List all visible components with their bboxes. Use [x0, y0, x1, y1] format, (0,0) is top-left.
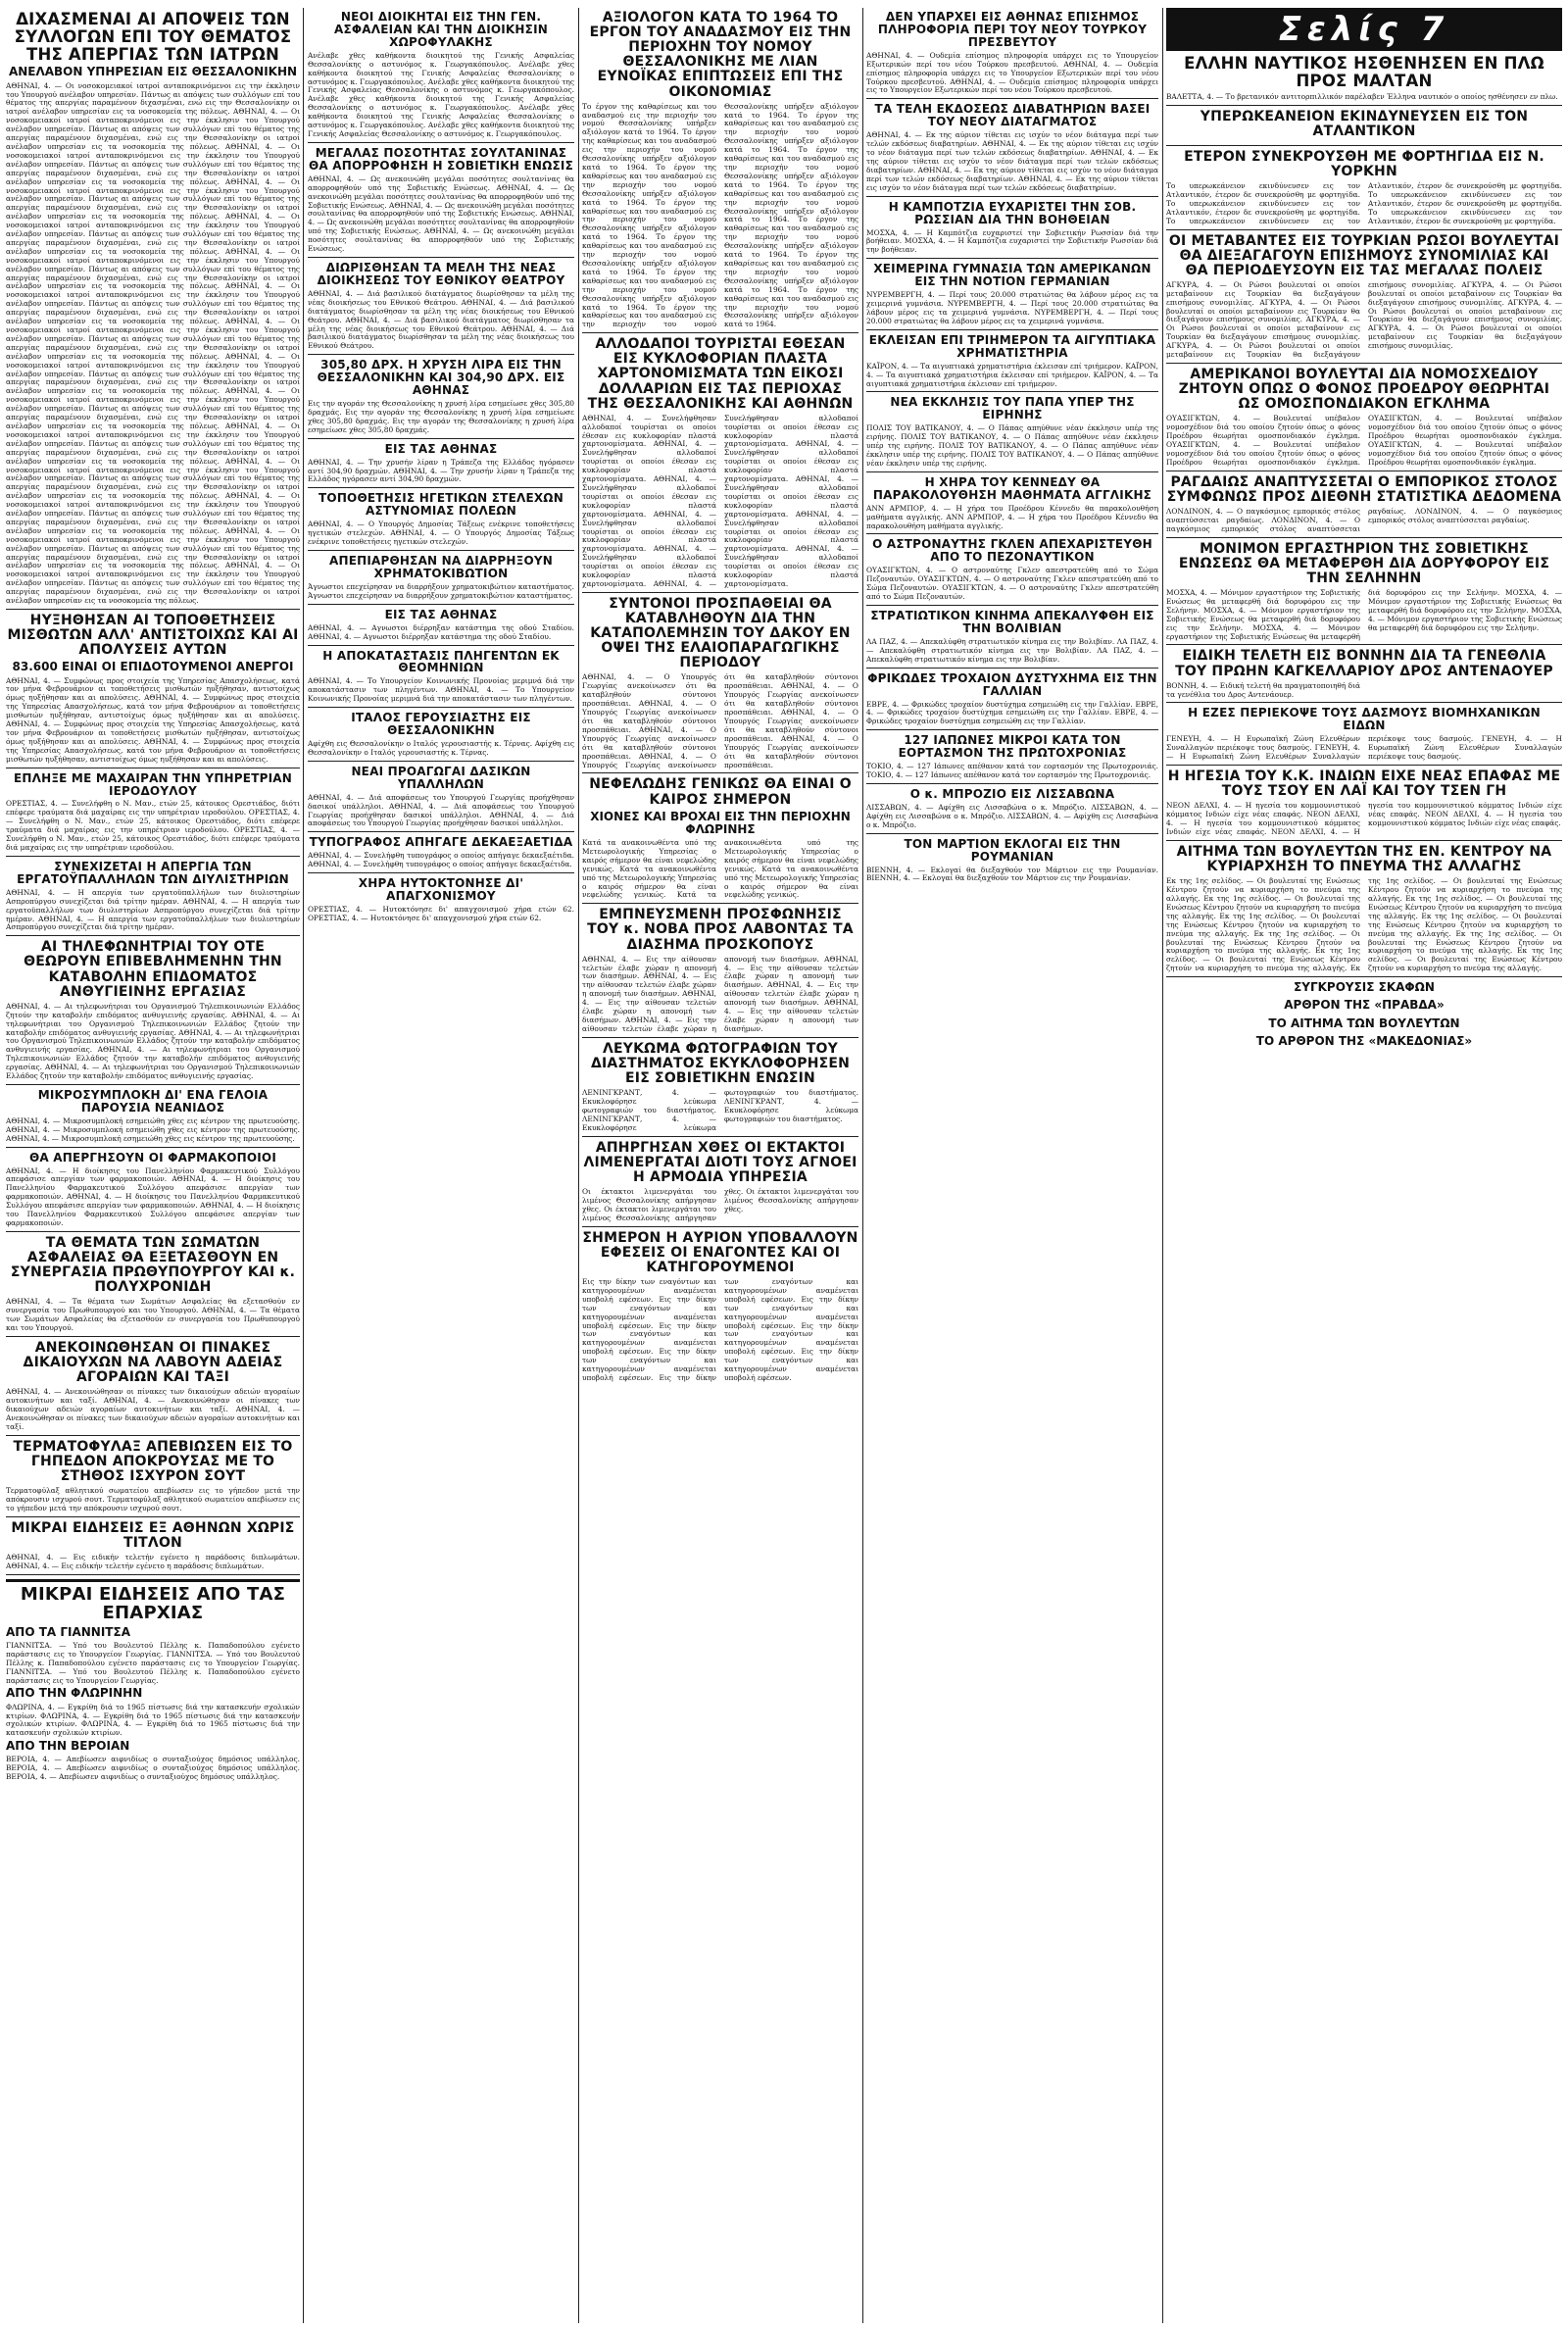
article — [1166, 649, 1562, 703]
article-subheadline: ΧΙΟΝΕΣ ΚΑΙ ΒΡΟΧΑΙ ΕΙΣ ΤΗΝ ΠΕΡΙΟΧΗΝ ΦΛΩΡΙΝΗΣ — [590, 809, 851, 836]
article-headline: ΑΙΤΗΜΑ ΤΩΝ ΒΟΥΛΕΥΤΩΝ ΤΗΣ ΕΝ. ΚΕΝΤΡΟΥ ΝΑ ΚΥΡΙΑΡΧΗΣΗ ΤΟ ΠΝΕΥΜΑ ΤΗΣ ΑΛΛΑΓΗΣ — [1176, 843, 1552, 875]
column-rule — [862, 8, 863, 2323]
article — [866, 788, 1158, 834]
article — [866, 103, 1158, 196]
article-headline: Η ΑΠΟΚΑΤΑΣΤΑΣΙΣ ΠΛΗΓΕΝΤΩΝ ΕΚ ΘΕΟΜΗΝΙΩΝ — [322, 648, 560, 675]
article-body: Το έργον της καθαρίσεως και του αναδασμού εις την περιοχήν του νομού Θεσσαλονίκης υπήρξεν αξιόλογον κατά το 1964. Το έργον της καθαρίσεως και του αναδασμού εις την περιοχήν του νομού Θεσσαλονίκης υπήρξεν αξιόλογον κατά το 1964. Το έργον της καθαρίσεως και του αναδασμού εις την περιοχήν του νομού Θεσσαλονίκης υπήρξεν αξιόλογον κατά το 1964. Το έργον της καθαρίσεως και του αναδασμού εις την περιοχήν του νομού Θεσσαλονίκης υπήρξεν αξιόλογον κατά το 1964. Το έργον της καθαρίσεως και του αναδασμού εις την περιοχήν του νομού Θεσσαλονίκης υπήρξεν αξιόλογον κατά το 1964. Το έργον της καθαρίσεως και του αναδασμού εις την περιοχήν του νομού Θεσσαλονίκης υπήρξεν αξιόλογον κατά το 1964. Το έργον της καθαρίσεως και του αναδασμού εις την περιοχήν του νομού Θεσσαλονίκης υπήρξεν αξιόλογον κατά το 1964. Το έργον της καθαρίσεως και του αναδασμού εις την περιοχήν του νομού Θεσσαλονίκης υπήρξεν αξιόλογον κατά το 1964. Το έργον της καθαρίσεως και του αναδασμού εις την περιοχήν του νομού Θεσσαλονίκης υπήρξεν αξιόλογον κατά το 1964. Το έργον της καθαρίσεως και του αναδασμού εις την περιοχήν του νομού Θεσσαλονίκης υπήρξεν αξιόλογον κατά το 1964. Το έργον της καθαρίσεως και του αναδασμού εις την περιοχήν του νομού Θεσσαλονίκης υπήρξεν αξιόλογον κατά το 1964. Το έργον της καθαρίσεως και του αναδασμού εις την περιοχήν του νομού Θεσσαλονίκης υπήρξεν αξιόλογον κατά το 1964. Το έργον της καθαρίσεως και του αναδασμού εις την περιοχήν του νομού Θεσσαλονίκης υπήρξεν αξιόλογον κατά το 1964. — [582, 101, 858, 329]
article — [866, 334, 1158, 393]
article-body: ΑΘΗΝΑΙ, 4. — Συνελήφθη τυπογράφος ο οποίος απήγαγε δεκαεξαέτιδα. ΑΘΗΝΑΙ, 4. — Συνελήφθη τυπογράφος ο οποίος απήγαγε δεκαεξαέτιδα. — [308, 851, 574, 869]
page-masthead — [1166, 8, 1562, 51]
column-2 — [308, 8, 574, 2323]
article-body: ΑΘΗΝΑΙ, 4. — Μικροσυμπλοκή εσημειώθη χθες εις κέντρον της πρωτευούσης. ΑΘΗΝΑΙ, 4. — Μικροσυμπλοκή εσημειώθη χθες εις κέντρον της πρωτευούσης. ΑΘΗΝΑΙ, 4. — Μικροσυμπλοκή εσημειώθη χθες εις κέντρον της πρωτευούσης. — [6, 1115, 300, 1143]
article-headline: ΤΑ ΘΕΜΑΤΑ ΤΩΝ ΣΩΜΑΤΩΝ ΑΣΦΑΛΕΙΑΣ ΘΑ ΕΞΕΤΑΣΘΟΥΝ ΕΝ ΣΥΝΕΡΓΑΣΙΑ ΠΡΩΘΥΠΟΥΡΓΟΥ ΚΑΙ κ. ΠΟΛΥΧΡΟΝΙΔΗ — [10, 1234, 296, 1296]
article-headline: ΦΡΙΚΩΔΕΣ ΤΡΟΧΑΙΟΝ ΔΥΣΤΥΧΗΜΑ ΕΙΣ ΤΗΝ ΓΑΛΛΙΑΝ — [867, 670, 1157, 698]
page-number-label: Σελίς 7 — [1278, 10, 1450, 49]
article — [308, 492, 574, 551]
article-body: ΑΘΗΝΑΙ, 4. — Ουδεμία επίσημος πληροφορία υπάρχει εις το Υπουργείον Εξωτερικών περί του νέου Τούρκου πρεσβευτού. ΑΘΗΝΑΙ, 4. — Ουδεμία επίσημος πληροφορία υπάρχει εις το Υπουργείον Εξωτερικών περί του νέου Τούρκου πρεσβευτού. ΑΘΗΝΑΙ, 4. — Ουδεμία επίσημος πληροφορία υπάρχει εις το Υπουργείον Εξωτερικών περί του νέου Τούρκου πρεσβευτού. — [866, 50, 1158, 95]
article — [308, 11, 574, 143]
article-body: Εις την δίκην των εναγόντων και κατηγορουμένων αναμένεται υποβολή εφέσεων. Εις την δίκην των εναγόντων και κατηγορουμένων αναμένεται υποβολή εφέσεων. Εις την δίκην των εναγόντων και κατηγορουμένων αναμένεται υποβολή εφέσεων. Εις την δίκην των εναγόντων και κατηγορουμένων αναμένεται υποβολή εφέσεων. Εις την δίκην των εναγόντων και κατηγορουμένων αναμένεται υποβολή εφέσεων. Εις την δίκην των εναγόντων και κατηγορουμένων αναμένεται υποβολή εφέσεων. Εις την δίκην των εναγόντων και κατηγορουμένων αναμένεται υποβολή εφέσεων. Εις την δίκην των εναγόντων και κατηγορουμένων αναμένεται υποβολή εφέσεων. — [582, 1276, 858, 1382]
article — [308, 555, 574, 605]
article — [866, 263, 1158, 330]
article-body: ΑΘΗΝΑΙ, 4. — Διά αποφάσεως του Υπουργού Γεωργίας προήχθησαν δασικοί υπάλληλοι. ΑΘΗΝΑΙ, 4. — Διά αποφάσεως του Υπουργού Γεωργίας προήχθησαν δασικοί υπάλληλοι. ΑΘΗΝΑΙ, 4. — Διά αποφάσεως του Υπουργού Γεωργίας προήχθησαν δασικοί υπάλληλοι. — [308, 792, 574, 828]
article-body: ΓΕΝΕΥΗ, 4. — Η Ευρωπαϊκή Ζώνη Ελευθέρων Συναλλαγών περιέκοψε τους δασμούς. ΓΕΝΕΥΗ, 4. — Η Ευρωπαϊκή Ζώνη Ελευθέρων Συναλλαγών περιέκοψε τους δασμούς. ΓΕΝΕΥΗ, 4. — Η Ευρωπαϊκή Ζώνη Ελευθέρων Συναλλαγών περιέκοψε τους δασμούς. — [1166, 734, 1562, 762]
article-body: Τερματοφύλαξ αθλητικού σωματείου απεβίωσεν εις το γήπεδον μετά την απόκρουσιν ισχυρού σουτ. Τερματοφύλαξ αθλητικού σωματείου απεβίωσεν εις το γήπεδον μετά την απόκρουσιν ισχυρού σουτ. — [6, 1486, 300, 1512]
article-headline: ΕΚΛΕΙΣΑΝ ΕΠΙ ΤΡΙΗΜΕΡΟΝ ΤΑ ΑΙΓΥΠΤΙΑΚΑ ΧΡΗΜΑΤΙΣΤΗΡΙΑ — [868, 332, 1156, 360]
article — [582, 1042, 858, 1137]
article-headline: Η ΗΓΕΣΙΑ ΤΟΥ Κ.Κ. ΙΝΔΙΩΝ ΕΙΧΕ ΝΕΑΣ ΕΠΑΦΑΣ ΜΕ ΤΟΥΣ ΤΣΟΥ ΕΝ ΛΑΪ ΚΑΙ ΤΟΥ ΤΣΕΝ ΓΗ — [1167, 768, 1561, 800]
article-headline: ΑΙ ΤΗΛΕΦΩΝΗΤΡΙΑΙ ΤΟΥ ΟΤΕ ΘΕΩΡΟΥΝ ΕΠΙΒΕΒΛΗΜΕΝΗΝ ΤΗΝ ΚΑΤΑΒΟΛΗΝ ΕΠΙΔΟΜΑΤΟΣ ΑΝΘΥΓΙΕΙΝΗΣ ΕΡΓΑΣΙΑΣ — [24, 939, 282, 1000]
article — [866, 476, 1158, 535]
article — [6, 1089, 300, 1148]
column-4 — [866, 8, 1158, 2323]
provincial-news-title: ΜΙΚΡΑΙ ΕΙΔΗΣΕΙΣ ΑΠΟ ΤΑΣ ΕΠΑΡΧΙΑΣ — [20, 1583, 286, 1624]
provincial-news-subhead: ΑΠΟ ΤΗΝ ΒΕΡΟΙΑΝ — [6, 1739, 130, 1754]
article — [308, 262, 574, 355]
article-headline: ΝΕΟΙ ΔΙΟΙΚΗΤΑΙ ΕΙΣ ΤΗΝ ΓΕΝ. ΑΣΦΑΛΕΙΑΝ ΚΑΙ ΤΗΝ ΔΙΟΙΚΗΣΙΝ ΧΩΡΟΦΥΛΑΚΗΣ — [334, 10, 548, 49]
article-headline: ΑΛΛΟΔΑΠΟΙ ΤΟΥΡΙΣΤΑΙ ΕΘΕΣΑΝ ΕΙΣ ΚΥΚΛΟΦΟΡΙΑΝ ΠΛΑΣΤΑ ΧΑΡΤΟΝΟΜΙΣΜΑΤΑ ΤΩΝ ΕΙΚΟΣΙ ΔΟΛΛΑΡΙΩΝ ΕΙΣ ΤΑΣ ΠΕΡΙΟΧΑΣ ΤΗΣ ΘΕΣΣΑΛΟΝΙΚΗΣ ΚΑΙ ΑΘΗΝΩΝ — [587, 336, 854, 412]
article-headline: Η ΕΖΕΣ ΠΕΡΙΕΚΟΨΕ ΤΟΥΣ ΔΑΣΜΟΥΣ ΒΙΟΜΗΧΑΝΙΚΩΝ ΕΙΔΩΝ — [1188, 706, 1541, 733]
article-headline: ΜΙΚΡΟΣΥΜΠΛΟΚΗ ΔΙ' ΕΝΑ ΓΕΛΟΙΑ ΠΑΡΟΥΣΙΑ ΝΕΑΝΙΔΟΣ — [37, 1087, 269, 1115]
article-headline: ΙΤΑΛΟΣ ΓΕΡΟΥΣΙΑΣΤΗΣ ΕΙΣ ΘΕΣΣΑΛΟΝΙΚΗΝ — [351, 711, 531, 738]
article-body: Κατά τα ανακοινωθέντα υπό της Μετεωρολογικής Υπηρεσίας ο καιρός σήμερον θα είναι νεφελώδης γενικώς. Κατά τα ανακοινωθέντα υπό της Μετεωρολογικής Υπηρεσίας ο καιρός σήμερον θα είναι νεφελώδης γενικώς. Κατά τα ανακοινωθέντα υπό της Μετεωρολογικής Υπηρεσίας ο καιρός σήμερον θα είναι νεφελώδης γενικώς. Κατά τα ανακοινωθέντα υπό της Μετεωρολογικής Υπηρεσίας ο καιρός σήμερον θα είναι νεφελώδης γενικώς. — [582, 838, 858, 900]
article — [308, 766, 574, 833]
article-body: ΛΑ ΠΑΖ, 4. — Απεκαλύφθη στρατιωτικόν κίνημα εις την Βολιβίαν. ΛΑ ΠΑΖ, 4. — Απεκαλύφθη στρατιωτικόν κίνημα εις την Βολιβίαν. ΛΑ ΠΑΖ, 4. — Απεκαλύφθη στρατιωτικόν κίνημα εις την Βολιβίαν. — [866, 636, 1158, 664]
article — [308, 712, 574, 762]
article-headline: ΝΕΦΕΛΩΔΗΣ ΓΕΝΙΚΩΣ ΘΑ ΕΙΝΑΙ Ο ΚΑΙΡΟΣ ΣΗΜΕΡΟΝ — [589, 776, 852, 808]
article-body: ΟΡΕΣΤΙΑΣ, 4. — Ηυτοκτόνησε δι' απαγχονισμού χήρα ετών 62. ΟΡΕΣΤΙΑΣ, 4. — Ηυτοκτόνησε δι' απαγχονισμού χήρα ετών 62. — [308, 905, 574, 922]
article-headline: ΤΑ ΤΕΛΗ ΕΚΔΟΣΕΩΣ ΔΙΑΒΑΤΗΡΙΩΝ ΒΑΣΕΙ ΤΟΥ ΝΕΟΥ ΔΙΑΤΑΓΜΑΤΟΣ — [874, 102, 1151, 129]
article-headline: ΔΙΧΑΣΜΕΝΑΙ ΑΙ ΑΠΟΨΕΙΣ ΤΩΝ ΣΥΛΛΟΓΩΝ ΕΠΙ ΤΟΥ ΘΕΜΑΤΟΣ ΤΗΣ ΑΠΕΡΓΙΑΣ ΤΩΝ ΙΑΤΡΩΝ — [14, 10, 292, 64]
article-body: ΟΥΑΣΙΓΚΤΩΝ, 4. — Βουλευταί υπέβαλον νομοσχέδιον διά του οποίου ζητούν όπως ο φόνος Προέδρου θεωρήται ομοσπονδιακόν έγκλημα. ΟΥΑΣΙΓΚΤΩΝ, 4. — Βουλευταί υπέβαλον νομοσχέδιον διά του οποίου ζητούν όπως ο φόνος Προέδρου θεωρήται ομοσπονδιακόν έγκλημα. ΟΥΑΣΙΓΚΤΩΝ, 4. — Βουλευταί υπέβαλον νομοσχέδιον διά του οποίου ζητούν όπως ο φόνος Προέδρου θεωρήται ομοσπονδιακόν έγκλημα. ΟΥΑΣΙΓΚΤΩΝ, 4. — Βουλευταί υπέβαλον νομοσχέδιον διά του οποίου ζητούν όπως ο φόνος Προέδρου θεωρήται ομοσπονδιακόν έγκλημα. — [1166, 414, 1562, 467]
article-body: Οι έκτακτοι λιμενεργάται του λιμένος Θεσσαλονίκης απήργησαν χθες. Οι έκτακτοι λιμενεργάται του λιμένος Θεσσαλονίκης απήργησαν χθες. Οι έκτακτοι λιμενεργάται του λιμένος Θεσσαλονίκης απήργησαν χθες. — [582, 1187, 858, 1222]
article-subheadline: ΑΝΕΛΑΒΟΝ ΥΠΗΡΕΣΙΑΝ ΕΙΣ ΘΕΣΣΑΛΟΝΙΚΗΝ — [8, 65, 298, 79]
article-headline: ΤΥΠΟΓΡΑΦΟΣ ΑΠΗΓΑΓΕ ΔΕΚΑΕΞΑΕΤΙΔΑ — [309, 835, 573, 850]
article-headline: ΟΙ ΜΕΤΑΒΑΝΤΕΣ ΕΙΣ ΤΟΥΡΚΙΑΝ ΡΩΣΟΙ ΒΟΥΛΕΥΤΑΙ ΘΑ ΔΙΕΞΑΓΑΓΟΥΝ ΕΠΙΣΗΜΟΥΣ ΣΥΝΟΜΙΛΙΑΣ ΚΑΙ ΘΑ ΠΕΡΙΟΔΕΥΣΟΥΝ ΕΙΣ ΤΑΣ ΜΕΓΑΛΑΣ ΠΟΛΕΙΣ — [1168, 232, 1560, 278]
article-headline: Ο κ. ΜΠΡΟΖΙΟ ΕΙΣ ΛΙΣΣΑΒΩΝΑ — [909, 786, 1115, 801]
article-body: ΑΘΗΝΑΙ, 4. — Η διοίκησις του Πανελληνίου Φαρμακευτικού Συλλόγου απεφάσισε απεργίαν των φαρμακοποιών. ΑΘΗΝΑΙ, 4. — Η διοίκησις του Πανελληνίου Φαρμακευτικού Συλλόγου απεφάσισε απεργίαν των φαρμακοποιών. ΑΘΗΝΑΙ, 4. — Η διοίκησις του Πανελληνίου Φαρμακευτικού Συλλόγου απεφάσισε απεργίαν των φαρμακοποιών. ΑΘΗΝΑΙ, 4. — Η διοίκησις του Πανελληνίου Φαρμακευτικού Συλλόγου απεφάσισε απεργίαν των φαρμακοποιών. — [6, 1165, 300, 1227]
article-headline: ΑΠΗΡΓΗΣΑΝ ΧΘΕΣ ΟΙ ΕΚΤΑΚΤΟΙ ΛΙΜΕΝΕΡΓΑΤΑΙ ΔΙΟΤΙ ΤΟΥΣ ΑΓΝΟΕΙ Η ΑΡΜΟΔΙΑ ΥΠΗΡΕΣΙΑ — [583, 1139, 858, 1185]
article-body: ΝΕΟΝ ΔΕΛΧΙ, 4. — Η ηγεσία του κομμουνιστικού κόμματος Ινδιών είχε νέας επαφάς. ΝΕΟΝ ΔΕΛΧΙ, 4. — Η ηγεσία του κομμουνιστικού κόμματος Ινδιών είχε νέας επαφάς. ΝΕΟΝ ΔΕΛΧΙ, 4. — Η ηγεσία του κομμουνιστικού κόμματος Ινδιών είχε νέας επαφάς. ΝΕΟΝ ΔΕΛΧΙ, 4. — Η ηγεσία του κομμουνιστικού κόμματος Ινδιών είχε νέας επαφάς. — [1166, 801, 1562, 837]
article — [1166, 110, 1562, 146]
article — [308, 147, 574, 258]
column-1 — [6, 8, 300, 2323]
article-headline: 127 ΙΑΠΩΝΕΣ ΜΙΚΡΟΙ ΚΑΤΑ ΤΟΝ ΕΟΡΤΑΣΜΟΝ ΤΗΣ ΠΡΩΤΟΧΡΟΝΙΑΣ — [898, 733, 1127, 761]
article — [866, 201, 1158, 260]
article — [866, 396, 1158, 471]
article-headline: ΜΙΚΡΑΙ ΕΙΔΗΣΕΙΣ ΕΞ ΑΘΗΝΩΝ ΧΩΡΙΣ ΤΙΤΛΟΝ — [11, 1519, 295, 1551]
article-body: ΑΘΗΝΑΙ, 4. — Οι νοσοκομειακοί ιατροί ανταποκρινόμενοι εις την έκκλησιν του Υπουργού ανέλαβον υπηρεσίαν. Πάντως αι απόψεις των συλλόγων επί του θέματος της απεργίας παραμένουν διχασμέναι, ενώ εις την Θεσσαλονίκην οι ιατροί ανέλαβον υπηρεσίαν εις τα νοσοκομεία της πόλεως. ΑΘΗΝΑΙ, 4. — Οι νοσοκομειακοί ιατροί ανταποκρινόμενοι εις την έκκλησιν του Υπουργού ανέλαβον υπηρεσίαν. Πάντως αι απόψεις των συλλόγων επί του θέματος της απεργίας παραμένουν διχασμέναι, ενώ εις την Θεσσαλονίκην οι ιατροί ανέλαβον υπηρεσίαν εις τα νοσοκομεία της πόλεως. ΑΘΗΝΑΙ, 4. — Οι νοσοκομειακοί ιατροί ανταποκρινόμενοι εις την έκκλησιν του Υπουργού ανέλαβον υπηρεσίαν. Πάντως αι απόψεις των συλλόγων επί του θέματος της απεργίας παραμένουν διχασμέναι, ενώ εις την Θεσσαλονίκην οι ιατροί ανέλαβον υπηρεσίαν εις τα νοσοκομεία της πόλεως. ΑΘΗΝΑΙ, 4. — Οι νοσοκομειακοί ιατροί ανταποκρινόμενοι εις την έκκλησιν του Υπουργού ανέλαβον υπηρεσίαν. Πάντως αι απόψεις των συλλόγων επί του θέματος της απεργίας παραμένουν διχασμέναι, ενώ εις την Θεσσαλονίκην οι ιατροί ανέλαβον υπηρεσίαν εις τα νοσοκομεία της πόλεως. ΑΘΗΝΑΙ, 4. — Οι νοσοκομειακοί ιατροί ανταποκρινόμενοι εις την έκκλησιν του Υπουργού ανέλαβον υπηρεσίαν. Πάντως αι απόψεις των συλλόγων επί του θέματος της απεργίας παραμένουν διχασμέναι, ενώ εις την Θεσσαλονίκην οι ιατροί ανέλαβον υπηρεσίαν εις τα νοσοκομεία της πόλεως. ΑΘΗΝΑΙ, 4. — Οι νοσοκομειακοί ιατροί ανταποκρινόμενοι εις την έκκλησιν του Υπουργού ανέλαβον υπηρεσίαν. Πάντως αι απόψεις των συλλόγων επί του θέματος της απεργίας παραμένουν διχασμέναι, ενώ εις την Θεσσαλονίκην οι ιατροί ανέλαβον υπηρεσίαν εις τα νοσοκομεία της πόλεως. ΑΘΗΝΑΙ, 4. — Οι νοσοκομειακοί ιατροί ανταποκρινόμενοι εις την έκκλησιν του Υπουργού ανέλαβον υπηρεσίαν. Πάντως αι απόψεις των συλλόγων επί του θέματος της απεργίας παραμένουν διχασμέναι, ενώ εις την Θεσσαλονίκην οι ιατροί ανέλαβον υπηρεσίαν εις τα νοσοκομεία της πόλεως. ΑΘΗΝΑΙ, 4. — Οι νοσοκομειακοί ιατροί ανταποκρινόμενοι εις την έκκλησιν του Υπουργού ανέλαβον υπηρεσίαν. Πάντως αι απόψεις των συλλόγων επί του θέματος της απεργίας παραμένουν διχασμέναι, ενώ εις την Θεσσαλονίκην οι ιατροί ανέλαβον υπηρεσίαν εις τα νοσοκομεία της πόλεως. ΑΘΗΝΑΙ, 4. — Οι νοσοκομειακοί ιατροί ανταποκρινόμενοι εις την έκκλησιν του Υπουργού ανέλαβον υπηρεσίαν. Πάντως αι απόψεις των συλλόγων επί του θέματος της απεργίας παραμένουν διχασμέναι, ενώ εις την Θεσσαλονίκην οι ιατροί ανέλαβον υπηρεσίαν εις τα νοσοκομεία της πόλεως. ΑΘΗΝΑΙ, 4. — Οι νοσοκομειακοί ιατροί ανταποκρινόμενοι εις την έκκλησιν του Υπουργού ανέλαβον υπηρεσίαν. Πάντως αι απόψεις των συλλόγων επί του θέματος της απεργίας παραμένουν διχασμέναι, ενώ εις την Θεσσαλονίκην οι ιατροί ανέλαβον υπηρεσίαν εις τα νοσοκομεία της πόλεως. ΑΘΗΝΑΙ, 4. — Οι νοσοκομειακοί ιατροί ανταποκρινόμενοι εις την έκκλησιν του Υπουργού ανέλαβον υπηρεσίαν. Πάντως αι απόψεις των συλλόγων επί του θέματος της απεργίας παραμένουν διχασμέναι, ενώ εις την Θεσσαλονίκην οι ιατροί ανέλαβον υπηρεσίαν εις τα νοσοκομεία της πόλεως. ΑΘΗΝΑΙ, 4. — Οι νοσοκομειακοί ιατροί ανταποκρινόμενοι εις την έκκλησιν του Υπουργού ανέλαβον υπηρεσίαν. Πάντως αι απόψεις των συλλόγων επί του θέματος της απεργίας παραμένουν διχασμέναι, ενώ εις την Θεσσαλονίκην οι ιατροί ανέλαβον υπηρεσίαν εις τα νοσοκομεία της πόλεως. ΑΘΗΝΑΙ, 4. — Οι νοσοκομειακοί ιατροί ανταποκρινόμενοι εις την έκκλησιν του Υπουργού ανέλαβον υπηρεσίαν. Πάντως αι απόψεις των συλλόγων επί του θέματος της απεργίας παραμένουν διχασμέναι, ενώ εις την Θεσσαλονίκην οι ιατροί ανέλαβον υπηρεσίαν εις τα νοσοκομεία της πόλεως. ΑΘΗΝΑΙ, 4. — Οι νοσοκομειακοί ιατροί ανταποκρινόμενοι εις την έκκλησιν του Υπουργού ανέλαβον υπηρεσίαν. Πάντως αι απόψεις των συλλόγων επί του θέματος της απεργίας παραμένουν διχασμέναι, ενώ εις την Θεσσαλονίκην οι ιατροί ανέλαβον υπηρεσίαν εις τα νοσοκομεία της πόλεως. ΑΘΗΝΑΙ, 4. — Οι νοσοκομειακοί ιατροί ανταποκρινόμενοι εις την έκκλησιν του Υπουργού ανέλαβον υπηρεσίαν. Πάντως αι απόψεις των συλλόγων επί του θέματος της απεργίας παραμένουν διχασμέναι, ενώ εις την Θεσσαλονίκην οι ιατροί ανέλαβον υπηρεσίαν εις τα νοσοκομεία της πόλεως. — [6, 80, 300, 606]
article — [866, 11, 1158, 99]
article-headline: ΕΙΣ ΤΑΣ ΑΘΗΝΑΣ — [384, 607, 498, 621]
article-body: ΜΟΣΧΑ, 4. — Μόνιμον εργαστήριον της Σοβιετικής Ενώσεως θα μεταφερθή διά δορυφόρου εις την Σελήνην. ΜΟΣΧΑ, 4. — Μόνιμον εργαστήριον της Σοβιετικής Ενώσεως θα μεταφερθή διά δορυφόρου εις την Σελήνην. ΜΟΣΧΑ, 4. — Μόνιμον εργαστήριον της Σοβιετικής Ενώσεως θα μεταφερθή διά δορυφόρου εις την Σελήνην. ΜΟΣΧΑ, 4. — Μόνιμον εργαστήριον της Σοβιετικής Ενώσεως θα μεταφερθή διά δορυφόρου εις την Σελήνην. ΜΟΣΧΑ, 4. — Μόνιμον εργαστήριον της Σοβιετικής Ενώσεως θα μεταφερθή διά δορυφόρου εις την Σελήνην. — [1166, 588, 1562, 641]
article-body: ΑΘΗΝΑΙ, 4. — Η απεργία των εργατοϋπαλλήλων των διυλιστηρίων Ασπροπύργου συνεχίζεται διά τρίτην ημέραν. ΑΘΗΝΑΙ, 4. — Η απεργία των εργατοϋπαλλήλων των διυλιστηρίων Ασπροπύργου συνεχίζεται διά τρίτην ημέραν. ΑΘΗΝΑΙ, 4. — Η απεργία των εργατοϋπαλλήλων των διυλιστηρίων Ασπροπύργου συνεχίζεται διά τρίτην ημέραν. — [6, 887, 300, 932]
article-headline: ΝΕΑΙ ΠΡΟΑΓΩΓΑΙ ΔΑΣΙΚΩΝ ΥΠΑΛΛΗΛΩΝ — [351, 764, 531, 791]
article-body: Άγνωστοι επεχείρησαν να διαρρήξουν χρηματοκιβώτιον καταστήματος. Άγνωστοι επεχείρησαν να διαρρήξουν χρηματοκιβώτιον καταστήματος. — [308, 581, 574, 600]
article-headline: ΝΕΑ ΕΚΚΛΗΣΙΣ ΤΟΥ ΠΑΠΑ ΥΠΕΡ ΤΗΣ ΕΙΡΗΝΗΣ — [890, 395, 1135, 422]
article — [866, 838, 1158, 887]
article — [1166, 542, 1562, 646]
article — [866, 610, 1158, 669]
article — [6, 1521, 300, 1575]
article-body: Αφίχθη εις Θεσσαλονίκην ο Ιταλός γερουσιαστής κ. Τέρνας. Αφίχθη εις Θεσσαλονίκην ο Ιταλός γερουσιαστής κ. Τέρνας. — [308, 739, 574, 757]
article-headline: ΧΕΙΜΕΡΙΝΑ ΓΥΜΝΑΣΙΑ ΤΩΝ ΑΜΕΡΙΚΑΝΩΝ ΕΙΣ ΤΗΝ ΝΟΤΙΟΝ ΓΕΡΜΑΝΙΑΝ — [873, 262, 1152, 289]
column-rule — [303, 8, 304, 2323]
article-body: ΟΥΑΣΙΓΚΤΩΝ, 4. — Ο αστροναύτης Γκλεν απεστρατεύθη από το Σώμα Πεζοναυτών. ΟΥΑΣΙΓΚΤΩΝ, 4. — Ο αστροναύτης Γκλεν απεστρατεύθη από το Σώμα Πεζοναυτών. ΟΥΑΣΙΓΚΤΩΝ, 4. — Ο αστροναύτης Γκλεν απεστρατεύθη από το Σώμα Πεζοναυτών. — [866, 566, 1158, 602]
article-body: ΑΘΗΝΑΙ, 4. — Συνελήφθησαν αλλοδαποί τουρίσται οι οποίοι έθεσαν εις κυκλοφορίαν πλαστά χαρτονομίσματα. ΑΘΗΝΑΙ, 4. — Συνελήφθησαν αλλοδαποί τουρίσται οι οποίοι έθεσαν εις κυκλοφορίαν πλαστά χαρτονομίσματα. ΑΘΗΝΑΙ, 4. — Συνελήφθησαν αλλοδαποί τουρίσται οι οποίοι έθεσαν εις κυκλοφορίαν πλαστά χαρτονομίσματα. ΑΘΗΝΑΙ, 4. — Συνελήφθησαν αλλοδαποί τουρίσται οι οποίοι έθεσαν εις κυκλοφορίαν πλαστά χαρτονομίσματα. ΑΘΗΝΑΙ, 4. — Συνελήφθησαν αλλοδαποί τουρίσται οι οποίοι έθεσαν εις κυκλοφορίαν πλαστά χαρτονομίσματα. ΑΘΗΝΑΙ, 4. — Συνελήφθησαν αλλοδαποί τουρίσται οι οποίοι έθεσαν εις κυκλοφορίαν πλαστά χαρτονομίσματα. ΑΘΗΝΑΙ, 4. — Συνελήφθησαν αλλοδαποί τουρίσται οι οποίοι έθεσαν εις κυκλοφορίαν πλαστά χαρτονομίσματα. ΑΘΗΝΑΙ, 4. — Συνελήφθησαν αλλοδαποί τουρίσται οι οποίοι έθεσαν εις κυκλοφορίαν πλαστά χαρτονομίσματα. ΑΘΗΝΑΙ, 4. — Συνελήφθησαν αλλοδαποί τουρίσται οι οποίοι έθεσαν εις κυκλοφορίαν πλαστά χαρτονομίσματα. ΑΘΗΝΑΙ, 4. — Συνελήφθησαν αλλοδαποί τουρίσται οι οποίοι έθεσαν εις κυκλοφορίαν πλαστά χαρτονομίσματα. — [582, 413, 858, 588]
article-body: ΑΘΗΝΑΙ, 4. — Ο Υπουργός Γεωργίας ανεκοίνωσεν ότι θα καταβληθούν σύντονοι προσπάθειαι. ΑΘΗΝΑΙ, 4. — Ο Υπουργός Γεωργίας ανεκοίνωσεν ότι θα καταβληθούν σύντονοι προσπάθειαι. ΑΘΗΝΑΙ, 4. — Ο Υπουργός Γεωργίας ανεκοίνωσεν ότι θα καταβληθούν σύντονοι προσπάθειαι. ΑΘΗΝΑΙ, 4. — Ο Υπουργός Γεωργίας ανεκοίνωσεν ότι θα καταβληθούν σύντονοι προσπάθειαι. ΑΘΗΝΑΙ, 4. — Ο Υπουργός Γεωργίας ανεκοίνωσεν ότι θα καταβληθούν σύντονοι προσπάθειαι. ΑΘΗΝΑΙ, 4. — Ο Υπουργός Γεωργίας ανεκοίνωσεν ότι θα καταβληθούν σύντονοι προσπάθειαι. ΑΘΗΝΑΙ, 4. — Ο Υπουργός Γεωργίας ανεκοίνωσεν ότι θα καταβληθούν σύντονοι προσπάθειαι. — [582, 672, 858, 769]
article-headline: ΤΟΠΟΘΕΤΗΣΙΣ ΗΓΕΤΙΚΩΝ ΣΤΕΛΕΧΩΝ ΑΣΤΥΝΟΜΙΑΣ ΠΟΛΕΩΝ — [318, 491, 564, 519]
article-subheadline: 83.600 ΕΙΝΑΙ ΟΙ ΕΠΙΔΟΤΟΥΜΕΝΟΙ ΑΝΕΡΓΟΙ — [12, 660, 294, 674]
column-rule — [578, 8, 579, 2323]
article-headline: ΣΥΝΤΟΝΟΙ ΠΡΟΣΠΑΘΕΙΑΙ ΘΑ ΚΑΤΑΒΛΗΘΟΥΝ ΔΙΑ ΤΗΝ ΚΑΤΑΠΟΛΕΜΗΣΙΝ ΤΟΥ ΔΑΚΟΥ ΕΝ ΟΨΕΙ ΤΗΣ ΕΛΑΙΟΠΑΡΑΓΩΓΙΚΗΣ ΠΕΡΙΟΔΟΥ — [590, 595, 851, 671]
article-headline: ΑΝΕΚΟΙΝΩΘΗΣΑΝ ΟΙ ΠΙΝΑΚΕΣ ΔΙΚΑΙΟΥΧΩΝ ΝΑ ΛΑΒΟΥΝ ΑΔΕΙΑΣ ΑΓΟΡΑΙΩΝ ΚΑΙ ΤΑΞΙ — [23, 1339, 283, 1386]
article — [6, 940, 300, 1085]
article-body: ΒΟΝΝΗ, 4. — Ειδική τελετή θα πραγματοποιηθή διά τα γενέθλια του Δρος Αντενάουερ. — [1166, 680, 1360, 699]
article-headline: ΕΙΔΙΚΗ ΤΕΛΕΤΗ ΕΙΣ ΒΟΝΝΗΝ ΔΙΑ ΤΑ ΓΕΝΕΘΛΙΑ ΤΟΥ ΠΡΩΗΝ ΚΑΓΚΕΛΛΑΡΙΟΥ ΔΡΟΣ ΑΝΤΕΝΑΟΥΕΡ — [1175, 648, 1553, 679]
article-headline: ΛΕΥΚΩΜΑ ΦΩΤΟΓΡΑΦΙΩΝ ΤΟΥ ΔΙΑΣΤΗΜΑΤΟΣ ΕΚΥΚΛΟΦΟΡΗΣΕΝ ΕΙΣ ΣΟΒΙΕΤΙΚΗΝ ΕΝΩΣΙΝ — [590, 1040, 851, 1087]
article — [866, 672, 1158, 731]
article — [6, 1341, 300, 1436]
article-headline: ΤΕΡΜΑΤΟΦΥΛΑΞ ΑΠΕΒΙΩΣΕΝ ΕΙΣ ΤΟ ΓΗΠΕΔΟΝ ΑΠΟΚΡΟΥΣΑΣ ΜΕ ΤΟ ΣΤΗΘΟΣ ΙΣΧΥΡΟΝ ΣΟΥΤ — [13, 1438, 293, 1485]
article-headline: ΤΟΝ ΜΑΡΤΙΟΝ ΕΚΛΟΓΑΙ ΕΙΣ ΤΗΝ ΡΟΥΜΑΝΙΑΝ — [904, 836, 1121, 864]
article-headline: Η ΚΑΜΠΟΤΖΙΑ ΕΥΧΑΡΙΣΤΕΙ ΤΗΝ ΣΟΒ. ΡΩΣΣΙΑΝ ΔΙΑ ΤΗΝ ΒΟΗΘΕΙΑΝ — [888, 199, 1137, 226]
article-body: ΑΘΗΝΑΙ, 4. — Διά βασιλικού διατάγματος διωρίσθησαν τα μέλη της νέας διοικήσεως του Εθνικού Θεάτρου. ΑΘΗΝΑΙ, 4. — Διά βασιλικού διατάγματος διωρίσθησαν τα μέλη της νέας διοικήσεως του Εθνικού Θεάτρου. ΑΘΗΝΑΙ, 4. — Διά βασιλικού διατάγματος διωρίσθησαν τα μέλη της νέας διοικήσεως του Εθνικού Θεάτρου. ΑΘΗΝΑΙ, 4. — Διά βασιλικού διατάγματος διωρίσθησαν τα μέλη της νέας διοικήσεως του Εθνικού Θεάτρου. — [308, 288, 574, 351]
article-body: ΑΘΗΝΑΙ, 4. — Ο Υπουργός Δημοσίας Τάξεως ενέκρινε τοποθετήσεις ηγετικών στελεχών. ΑΘΗΝΑΙ, 4. — Ο Υπουργός Δημοσίας Τάξεως ενέκρινε τοποθετήσεις ηγετικών στελεχών. — [308, 520, 574, 547]
article-body: ΒΑΛΕΤΤΑ, 4. — Το βρετανικόν αντιτορπιλλικόν παρέλαβεν Έλληνα ναυτικόν ο οποίος ησθένησεν εν πλω. — [1166, 91, 1558, 101]
provincial-news-body: ΒΕΡΟΙΑ, 4. — Απεβίωσεν αιφνιδίως ο συνταξιούχος δημόσιος υπάλληλος. ΒΕΡΟΙΑ, 4. — Απεβίωσεν αιφνιδίως ο συνταξιούχος δημόσιος υπάλληλος. ΒΕΡΟΙΑ, 4. — Απεβίωσεν αιφνιδίως ο συνταξιούχος δημόσιος υπάλληλος. — [6, 1755, 300, 1782]
article — [1166, 368, 1562, 471]
article-headline: ΡΑΓΔΑΙΩΣ ΑΝΑΠΤΥΣΣΕΤΑΙ Ο ΕΜΠΟΡΙΚΟΣ ΣΤΟΛΟΣ ΣΥΜΦΩΝΩΣ ΠΡΟΣ ΔΙΕΘΝΗ ΣΤΑΤΙΣΤΙΚΑ ΔΕΔΟΜΕΝΑ — [1166, 473, 1562, 505]
article — [1166, 845, 1562, 977]
article-headline: ΣΤΡΑΤΙΩΤΙΚΟΝ ΚΙΝΗΜΑ ΑΠΕΚΑΛΥΦΘΗ ΕΙΣ ΤΗΝ ΒΟΛΙΒΙΑΝ — [870, 609, 1154, 635]
article-body: Ανέλαβε χθες καθήκοντα διοικητού της Γενικής Ασφαλείας Θεσσαλονίκης ο αστυνόμος κ. Γεωργακόπουλος. Ανέλαβε χθες καθήκοντα διοικητού της Γενικής Ασφαλείας Θεσσαλονίκης ο αστυνόμος κ. Γεωργακόπουλος. Ανέλαβε χθες καθήκοντα διοικητού της Γενικής Ασφαλείας Θεσσαλονίκης ο αστυνόμος κ. Γεωργακόπουλος. Ανέλαβε χθες καθήκοντα διοικητού της Γενικής Ασφαλείας Θεσσαλονίκης ο αστυνόμος κ. Γεωργακόπουλος. Ανέλαβε χθες καθήκοντα διοικητού της Γενικής Ασφαλείας Θεσσαλονίκης ο αστυνόμος κ. Γεωργακόπουλος. Ανέλαβε χθες καθήκοντα διοικητού της Γενικής Ασφαλείας Θεσσαλονίκης ο αστυνόμος κ. Γεωργακόπουλος. — [308, 50, 574, 139]
article-body: ΛΙΣΣΑΒΩΝ, 4. — Αφίχθη εις Λισσαβώνα ο κ. Μπρόζιο. ΛΙΣΣΑΒΩΝ, 4. — Αφίχθη εις Λισσαβώνα ο κ. Μπρόζιο. ΛΙΣΣΑΒΩΝ, 4. — Αφίχθη εις Λισσαβώνα ο κ. Μπρόζιο. — [866, 802, 1158, 829]
article — [6, 11, 300, 610]
article-headline: ΧΗΡΑ ΗΥΤΟΚΤΟΝΗΣΕ ΔΙ' ΑΠΑΓΧΟΝΙΣΜΟΥ — [358, 876, 524, 904]
article — [308, 443, 574, 489]
article-body: ΑΘΗΝΑΙ, 4. — Το Υπουργείον Κοινωνικής Προνοίας μεριμνά διά την αποκατάστασιν των πληγέντων. ΑΘΗΝΑΙ, 4. — Το Υπουργείον Κοινωνικής Προνοίας μεριμνά διά την αποκατάστασιν των πληγέντων. — [308, 676, 574, 704]
article-body: ΑΘΗΝΑΙ, 4. — Αγνωστοι διέρρηξαν κατάστημα της οδού Σταδίου. ΑΘΗΝΑΙ, 4. — Αγνωστοι διέρρηξαν κατάστημα της οδού Σταδίου. — [308, 622, 574, 641]
article — [582, 337, 858, 593]
article — [308, 359, 574, 438]
article-headline: ΘΑ ΑΠΕΡΓΗΣΟΥΝ ΟΙ ΦΑΡΜΑΚΟΠΟΙΟΙ — [28, 1150, 277, 1164]
article-headline: ΥΠΕΡΩΚΕΑΝΕΙΟΝ ΕΚΙΝΔΥΝΕΥΣΕΝ ΕΙΣ ΤΟΝ ΑΤΛΑΝΤΙΚΟΝ — [1200, 108, 1529, 139]
provincial-news-body: ΓΙΑΝΝΙΤΣΑ. — Υπό του Βουλευτού Πέλλης κ. Παπαδοπούλου εγένετο παράστασις εις το Υπουργείον Γεωργίας. ΓΙΑΝΝΙΤΣΑ. — Υπό του Βουλευτού Πέλλης κ. Παπαδοπούλου εγένετο παράστασις εις το Υπουργείον Γεωργίας. ΓΙΑΝΝΙΤΣΑ. — Υπό του Βουλευτού Πέλλης κ. Παπαδοπούλου εγένετο παράστασις εις το Υπουργείον Γεωργίας. — [6, 1640, 300, 1685]
article — [308, 650, 574, 709]
article — [6, 614, 300, 768]
article-body: ΛΕΝΙΝΓΚΡΑΝΤ, 4. — Εκυκλοφόρησε λεύκωμα φωτογραφιών του διαστήματος. ΛΕΝΙΝΓΚΡΑΝΤ, 4. — Εκυκλοφόρησε λεύκωμα φωτογραφιών του διαστήματος. ΛΕΝΙΝΓΚΡΑΝΤ, 4. — Εκυκλοφόρησε λεύκωμα φωτογραφιών του διαστήματος. — [582, 1088, 858, 1132]
article-headline: Η ΧΗΡΑ ΤΟΥ ΚΕΝΝΕΔΥ ΘΑ ΠΑΡΑΚΟΛΟΥΘΗΣΗ ΜΑΘΗΜΑΤΑ ΑΓΓΛΙΚΗΣ — [872, 474, 1152, 502]
provincial-news-body: ΦΛΩΡΙΝΑ, 4. — Εγκρίθη διά το 1965 πίστωσις διά την κατασκευήν σχολικών κτιρίων. ΦΛΩΡΙΝΑ, 4. — Εγκρίθη διά το 1965 πίστωσις διά την κατασκευήν σχολικών κτιρίων. ΦΛΩΡΙΝΑ, 4. — Εγκρίθη διά το 1965 πίστωσις διά την κατασκευήν σχολικών κτιρίων. — [6, 1702, 300, 1738]
article — [866, 734, 1158, 784]
article-headline: Ο ΑΣΤΡΟΝΑΥΤΗΣ ΓΚΛΕΝ ΑΠΕΧΑΡΙΣΤΕΥΘΗ ΑΠΟ ΤΟ ΠΕΖΟΝΑΥΤΙΚΟΝ — [872, 537, 1152, 565]
article-body: ΟΡΕΣΤΙΑΣ, 4. — Συνελήφθη ο Ν. Μαν., ετών 25, κάτοικος Ορεστιάδος, διότι επέφερε τραύματα διά μαχαίρας εις την υπηρέτριαν ιεροδούλου. ΟΡΕΣΤΙΑΣ, 4. — Συνελήφθη ο Ν. Μαν., ετών 25, κάτοικος Ορεστιάδος, διότι επέφερε τραύματα διά μαχαίρας εις την υπηρέτριαν ιεροδούλου. ΟΡΕΣΤΙΑΣ, 4. — Συνελήφθη ο Ν. Μαν., ετών 25, κάτοικος Ορεστιάδος, διότι επέφερε τραύματα διά μαχαίρας εις την υπηρέτριαν ιεροδούλου. — [6, 799, 300, 853]
article — [1166, 769, 1562, 841]
article-body: ΑΓΚΥΡΑ, 4. — Οι Ρώσοι βουλευταί οι οποίοι μεταβαίνουν εις Τουρκίαν θα διεξαγάγουν επισήμους συνομιλίας. ΑΓΚΥΡΑ, 4. — Οι Ρώσοι βουλευταί οι οποίοι μεταβαίνουν εις Τουρκίαν θα διεξαγάγουν επισήμους συνομιλίας. ΑΓΚΥΡΑ, 4. — Οι Ρώσοι βουλευταί οι οποίοι μεταβαίνουν εις Τουρκίαν θα διεξαγάγουν επισήμους συνομιλίας. ΑΓΚΥΡΑ, 4. — Οι Ρώσοι βουλευταί οι οποίοι μεταβαίνουν εις Τουρκίαν θα διεξαγάγουν επισήμους συνομιλίας. ΑΓΚΥΡΑ, 4. — Οι Ρώσοι βουλευταί οι οποίοι μεταβαίνουν εις Τουρκίαν θα διεξαγάγουν επισήμους συνομιλίας. ΑΓΚΥΡΑ, 4. — Οι Ρώσοι βουλευταί οι οποίοι μεταβαίνουν εις Τουρκίαν θα διεξαγάγουν επισήμους συνομιλίας. ΑΓΚΥΡΑ, 4. — Οι Ρώσοι βουλευταί οι οποίοι μεταβαίνουν εις Τουρκίαν θα διεξαγάγουν επισήμους συνομιλίας. — [1166, 279, 1562, 360]
provincial-news-section — [6, 1579, 300, 1782]
kicker-petition: ΤΟ ΑΙΤΗΜΑ ΤΩΝ ΒΟΥΛΕΥΤΩΝ — [1268, 1016, 1460, 1030]
article — [6, 772, 300, 857]
article — [1166, 55, 1562, 106]
article-body: ΜΟΣΧΑ, 4. — Η Καμπότζια ευχαριστεί την Σοβιετικήν Ρωσσίαν διά την βοήθειαν. ΜΟΣΧΑ, 4. — Η Καμπότζια ευχαριστεί την Σοβιετικήν Ρωσσίαν διά την βοήθειαν. — [866, 227, 1158, 255]
article — [308, 609, 574, 646]
article-headline: ΗΥΞΗΘΗΣΑΝ ΑΙ ΤΟΠΟΘΕΤΗΣΕΙΣ ΜΙΣΘΩΤΩΝ ΑΛΛ' ΑΝΤΙΣΤΟΙΧΩΣ ΚΑΙ ΑΙ ΑΠΟΛΥΣΕΙΣ ΑΥΤΩΝ — [7, 613, 299, 659]
article-headline: ΕΜΠΝΕΥΣΜΕΝΗ ΠΡΟΣΦΩΝΗΣΙΣ ΤΟΥ κ. ΝΟΒΑ ΠΡΟΣ ΛΑΒΟΝΤΑΣ ΤΑ ΔΙΑΣΗΜΑ ΠΡΟΣΚΟΠΟΥΣ — [587, 907, 854, 953]
article-body: ΤΟΚΙΟ, 4. — 127 Ιάπωνες απέθανον κατά τον εορτασμόν της Πρωτοχρονιάς. ΤΟΚΙΟ, 4. — 127 Ιάπωνες απέθανον κατά τον εορτασμόν της Πρωτοχρονιάς. — [866, 762, 1158, 780]
article-body: ΑΘΗΝΑΙ, 4. — Εις την αίθουσαν τελετών έλαβε χώραν η απονομή των διασήμων. ΑΘΗΝΑΙ, 4. — Εις την αίθουσαν τελετών έλαβε χώραν η απονομή των διασήμων. ΑΘΗΝΑΙ, 4. — Εις την αίθουσαν τελετών έλαβε χώραν η απονομή των διασήμων. ΑΘΗΝΑΙ, 4. — Εις την αίθουσαν τελετών έλαβε χώραν η απονομή των διασήμων. ΑΘΗΝΑΙ, 4. — Εις την αίθουσαν τελετών έλαβε χώραν η απονομή των διασήμων. ΑΘΗΝΑΙ, 4. — Εις την αίθουσαν τελετών έλαβε χώραν η απονομή των διασήμων. ΑΘΗΝΑΙ, 4. — Εις την αίθουσαν τελετών έλαβε χώραν η απονομή των διασήμων. — [582, 954, 858, 1033]
article — [582, 777, 858, 904]
article-body: ΑΘΗΝΑΙ, 4. — Την χρυσήν λίραν η Τράπεζα της Ελλάδος ηγόρασεν αντί 304,90 δραχμών. ΑΘΗΝΑΙ, 4. — Την χρυσήν λίραν η Τράπεζα της Ελλάδος ηγόρασεν αντί 304,90 δραχμών. — [308, 457, 574, 484]
column-5 — [1166, 8, 1562, 2323]
article — [1166, 475, 1562, 538]
article-body: ΒΙΕΝΝΗ, 4. — Εκλογαί θα διεξαχθούν τον Μάρτιον εις την Ρουμανίαν. ΒΙΕΝΝΗ, 4. — Εκλογαί θα διεξαχθούν τον Μάρτιον εις την Ρουμανίαν. — [866, 865, 1158, 883]
article — [6, 861, 300, 936]
article-headline: ΕΙΣ ΤΑΣ ΑΘΗΝΑΣ — [384, 441, 498, 456]
article-headline: ΜΕΓΑΛΑΣ ΠΟΣΟΤΗΤΑΣ ΣΟΥΛΤΑΝΙΝΑΣ ΘΑ ΑΠΟΡΡΟΦΗΣΗ Η ΣΟΒΙΕΤΙΚΗ ΕΝΩΣΙΣ — [309, 145, 573, 173]
article-body: ΠΟΛΙΣ ΤΟΥ ΒΑΤΙΚΑΝΟΥ, 4. — Ο Πάπας απηύθυνε νέαν έκκλησιν υπέρ της ειρήνης. ΠΟΛΙΣ ΤΟΥ ΒΑΤΙΚΑΝΟΥ, 4. — Ο Πάπας απηύθυνε νέαν έκκλησιν υπέρ της ειρήνης. ΠΟΛΙΣ ΤΟΥ ΒΑΤΙΚΑΝΟΥ, 4. — Ο Πάπας απηύθυνε νέαν έκκλησιν υπέρ της ειρήνης. ΠΟΛΙΣ ΤΟΥ ΒΑΤΙΚΑΝΟΥ, 4. — Ο Πάπας απηύθυνε νέαν έκκλησιν υπέρ της ειρήνης. — [866, 423, 1158, 468]
article-body: ΝΥΡΕΜΒΕΡΓΗ, 4. — Περί τους 20.000 στρατιώτας θα λάβουν μέρος εις τα χειμερινά γυμνάσια. ΝΥΡΕΜΒΕΡΓΗ, 4. — Περί τους 20.000 στρατιώτας θα λάβουν μέρος εις τα χειμερινά γυμνάσια. ΝΥΡΕΜΒΕΡΓΗ, 4. — Περί τους 20.000 στρατιώτας θα λάβουν μέρος εις τα χειμερινά γυμνάσια. — [866, 290, 1158, 325]
column-3 — [582, 8, 858, 2323]
article — [582, 11, 858, 333]
article-body: ΑΘΗΝΑΙ, 4. — Συμφώνως προς στοιχεία της Υπηρεσίας Απασχολήσεως, κατά τον μήνα Φεβρουάριον αι τοποθετήσεις μισθωτών ηυξήθησαν, αντιστοίχως όμως ηυξήθησαν και αι απολύσεις. ΑΘΗΝΑΙ, 4. — Συμφώνως προς στοιχεία της Υπηρεσίας Απασχολήσεως, κατά τον μήνα Φεβρουάριον αι τοποθετήσεις μισθωτών ηυξήθησαν, αντιστοίχως όμως ηυξήθησαν και αι απολύσεις. ΑΘΗΝΑΙ, 4. — Συμφώνως προς στοιχεία της Υπηρεσίας Απασχολήσεως, κατά τον μήνα Φεβρουάριον αι τοποθετήσεις μισθωτών ηυξήθησαν, αντιστοίχως όμως ηυξήθησαν και αι απολύσεις. ΑΘΗΝΑΙ, 4. — Συμφώνως προς στοιχεία της Υπηρεσίας Απασχολήσεως, κατά τον μήνα Φεβρουάριον αι τοποθετήσεις μισθωτών ηυξήθησαν, αντιστοίχως όμως ηυξήθησαν και αι απολύσεις. — [6, 675, 300, 764]
article-headline: 305,80 ΔΡΧ. Η ΧΡΥΣΗ ΛΙΡΑ ΕΙΣ ΤΗΝ ΘΕΣΣΑΛΟΝΙΚΗΝ ΚΑΙ 304,90 ΔΡΧ. ΕΙΣ ΑΘΗΝΑΣ — [317, 358, 565, 398]
article-headline: ΣΥΝΕΧΙΖΕΤΑΙ Η ΑΠΕΡΓΙΑ ΤΩΝ ΕΡΓΑΤΟΫΠΑΛΛΗΛΩΝ ΤΩΝ ΔΙΥΛΙΣΤΗΡΙΩΝ — [17, 859, 289, 886]
article-headline: ΕΤΕΡΟΝ ΣΥΝΕΚΡΟΥΣΘΗ ΜΕ ΦΟΡΤΗΓΙΔΑ ΕΙΣ Ν. ΥΟΡΚΗΝ — [1184, 148, 1544, 179]
article — [6, 1152, 300, 1232]
article — [866, 538, 1158, 606]
article-headline: ΣΗΜΕΡΟΝ Η ΑΥΡΙΟΝ ΥΠΟΒΑΛΛΟΥΝ ΕΦΕΣΕΙΣ ΟΙ ΕΝΑΓΟΝΤΕΣ ΚΑΙ ΟΙ ΚΑΤΗΓΟΡΟΥΜΕΝΟΙ — [582, 1229, 858, 1275]
article-body: ΛΟΝΔΙΝΟΝ, 4. — Ο παγκόσμιος εμπορικός στόλος αναπτύσσεται ραγδαίως. ΛΟΝΔΙΝΟΝ, 4. — Ο παγκόσμιος εμπορικός στόλος αναπτύσσεται ραγδαίως. ΛΟΝΔΙΝΟΝ, 4. — Ο παγκόσμιος εμπορικός στόλος αναπτύσσεται ραγδαίως. — [1166, 506, 1562, 533]
section-rule — [6, 1579, 300, 1582]
article-body: ΑΘΗΝΑΙ, 4. — Ως ανεκοινώθη μεγάλαι ποσότητες σουλτανίνας θα απορροφηθούν υπό της Σοβιετικής Ενώσεως. ΑΘΗΝΑΙ, 4. — Ως ανεκοινώθη μεγάλαι ποσότητες σουλτανίνας θα απορροφηθούν υπό της Σοβιετικής Ενώσεως. ΑΘΗΝΑΙ, 4. — Ως ανεκοινώθη μεγάλαι ποσότητες σουλτανίνας θα απορροφηθούν υπό της Σοβιετικής Ενώσεως. ΑΘΗΝΑΙ, 4. — Ως ανεκοινώθη μεγάλαι ποσότητες σουλτανίνας θα απορροφηθούν υπό της Σοβιετικής Ενώσεως. ΑΘΗΝΑΙ, 4. — Ως ανεκοινώθη μεγάλαι ποσότητες σουλτανίνας θα απορροφηθούν υπό της Σοβιετικής Ενώσεως. — [308, 173, 574, 254]
article — [6, 1236, 300, 1337]
column-rule — [1162, 8, 1163, 2323]
article-headline: ΑΜΕΡΙΚΑΝΟΙ ΒΟΥΛΕΥΤΑΙ ΔΙΑ ΝΟΜΟΣΧΕΔΙΟΥ ΖΗΤΟΥΝ ΟΠΩΣ Ο ΦΟΝΟΣ ΠΡΟΕΔΡΟΥ ΘΕΩΡΗΤΑΙ ΩΣ ΟΜΟΣΠΟΝΔΙΑΚΟΝ ΕΓΚΛΗΜΑ — [1178, 366, 1550, 413]
article — [6, 1440, 300, 1517]
article-body: ΑΘΗΝΑΙ, 4. — Αι τηλεφωνήτριαι του Οργανισμού Τηλεπικοινωνιών Ελλάδος ζητούν την καταβολήν επιδόματος ανθυγιεινής εργασίας. ΑΘΗΝΑΙ, 4. — Αι τηλεφωνήτριαι του Οργανισμού Τηλεπικοινωνιών Ελλάδος ζητούν την καταβολήν επιδόματος ανθυγιεινής εργασίας. ΑΘΗΝΑΙ, 4. — Αι τηλεφωνήτριαι του Οργανισμού Τηλεπικοινωνιών Ελλάδος ζητούν την καταβολήν επιδόματος ανθυγιεινής εργασίας. ΑΘΗΝΑΙ, 4. — Αι τηλεφωνήτριαι του Οργανισμού Τηλεπικοινωνιών Ελλάδος ζητούν την καταβολήν επιδόματος ανθυγιεινής εργασίας. ΑΘΗΝΑΙ, 4. — Αι τηλεφωνήτριαι του Οργανισμού Τηλεπικοινωνιών Ελλάδος ζητούν την καταβολήν επιδόματος ανθυγιεινής εργασίας. — [6, 1001, 300, 1081]
kicker-collision: ΣΥΓΚΡΟΥΣΙΣ ΣΚΑΦΩΝ — [1294, 980, 1435, 995]
article-body: ΑΘΗΝΑΙ, 4. — Εις ειδικήν τελετήν εγένετο η παράδοσις διπλωμάτων. ΑΘΗΝΑΙ, 4. — Εις ειδικήν τελετήν εγένετο η παράδοσις διπλωμάτων. — [6, 1553, 300, 1570]
provincial-news-subhead: ΑΠΟ ΤΗΝ ΦΛΩΡΙΝΗΝ — [6, 1686, 143, 1701]
kicker-pravda: ΑΡΘΡΟΝ ΤΗΣ «ΠΡΑΒΔΑ» — [1284, 998, 1445, 1013]
article — [1166, 707, 1562, 766]
provincial-news-subhead: ΑΠΟ ΤΑ ΓΙΑΝΝΙΤΣΑ — [6, 1624, 130, 1639]
article — [1166, 234, 1562, 364]
article-headline: ΔΙΩΡΙΣΘΗΣΑΝ ΤΑ ΜΕΛΗ ΤΗΣ ΝΕΑΣ ΔΙΟΙΚΗΣΕΩΣ ΤΟΥ ΕΘΝΙΚΟΥ ΘΕΑΤΡΟΥ — [317, 260, 565, 287]
article-body: Εις την αγοράν της Θεσσαλονίκης η χρυσή λίρα εσημείωσε χθες 305,80 δραχμάς. Εις την αγοράν της Θεσσαλονίκης η χρυσή λίρα εσημείωσε χθες 305,80 δραχμάς. Εις την αγοράν της Θεσσαλονίκης η χρυσή λίρα εσημείωσε χθες 305,80 δραχμάς. — [308, 399, 574, 434]
article — [582, 908, 858, 1037]
article-headline: ΜΟΝΙΜΟΝ ΕΡΓΑΣΤΗΡΙΟΝ ΤΗΣ ΣΟΒΙΕΤΙΚΗΣ ΕΝΩΣΕΩΣ ΘΑ ΜΕΤΑΦΕΡΘΗ ΔΙΑ ΔΟΡΥΦΟΡΟΥ ΕΙΣ ΤΗΝ ΣΕΛΗΝΗΝ — [1178, 540, 1550, 586]
article-body: ΑΝΝ ΑΡΜΠΟΡ, 4. — Η χήρα του Προέδρου Κέννεδυ θα παρακολουθήση μαθήματα αγγλικής. ΑΝΝ ΑΡΜΠΟΡ, 4. — Η χήρα του Προέδρου Κέννεδυ θα παρακολουθήση μαθήματα αγγλικής. — [866, 503, 1158, 530]
article-body: ΑΘΗΝΑΙ, 4. — Εκ της αύριον τίθεται εις ισχύν το νέον διάταγμα περί των τελών εκδόσεως διαβατηρίων. ΑΘΗΝΑΙ, 4. — Εκ της αύριον τίθεται εις ισχύν το νέον διάταγμα περί των τελών εκδόσεως διαβατηρίων. ΑΘΗΝΑΙ, 4. — Εκ της αύριον τίθεται εις ισχύν το νέον διάταγμα περί των τελών εκδόσεως διαβατηρίων. ΑΘΗΝΑΙ, 4. — Εκ της αύριον τίθεται εις ισχύν το νέον διάταγμα περί των τελών εκδόσεως διαβατηρίων. ΑΘΗΝΑΙ, 4. — Εκ της αύριον τίθεται εις ισχύν το νέον διάταγμα περί των τελών εκδόσεως διαβατηρίων. — [866, 130, 1158, 192]
article — [308, 877, 574, 926]
article-body: Το υπερωκεάνειον εκινδύνευσεν εις τον Ατλαντικόν, έτερον δε συνεκρούσθη με φορτηγίδα. Το υπερωκεάνειον εκινδύνευσεν εις τον Ατλαντικόν, έτερον δε συνεκρούσθη με φορτηγίδα. Το υπερωκεάνειον εκινδύνευσεν εις τον Ατλαντικόν, έτερον δε συνεκρούσθη με φορτηγίδα. Το υπερωκεάνειον εκινδύνευσεν εις τον Ατλαντικόν, έτερον δε συνεκρούσθη με φορτηγίδα. Το υπερωκεάνειον εκινδύνευσεν εις τον Ατλαντικόν, έτερον δε συνεκρούσθη με φορτηγίδα. — [1166, 180, 1562, 225]
article-body: ΚΑΪΡΟΝ, 4. — Τα αιγυπτιακά χρηματιστήρια έκλεισαν επί τριήμερον. ΚΑΪΡΟΝ, 4. — Τα αιγυπτιακά χρηματιστήρια έκλεισαν επί τριήμερον. ΚΑΪΡΟΝ, 4. — Τα αιγυπτιακά χρηματιστήρια έκλεισαν επί τριήμερον. — [866, 361, 1158, 388]
article-body: Εκ της 1ης σελίδος. — Οι βουλευταί της Ενώσεως Κέντρου ζητούν να κυριαρχήση το πνεύμα της αλλαγής. Εκ της 1ης σελίδος. — Οι βουλευταί της Ενώσεως Κέντρου ζητούν να κυριαρχήση το πνεύμα της αλλαγής. Εκ της 1ης σελίδος. — Οι βουλευταί της Ενώσεως Κέντρου ζητούν να κυριαρχήση το πνεύμα της αλλαγής. Εκ της 1ης σελίδος. — Οι βουλευταί της Ενώσεως Κέντρου ζητούν να κυριαρχήση το πνεύμα της αλλαγής. Εκ της 1ης σελίδος. — Οι βουλευταί της Ενώσεως Κέντρου ζητούν να κυριαρχήση το πνεύμα της αλλαγής. Εκ της 1ης σελίδος. — Οι βουλευταί της Ενώσεως Κέντρου ζητούν να κυριαρχήση το πνεύμα της αλλαγής. Εκ της 1ης σελίδος. — Οι βουλευταί της Ενώσεως Κέντρου ζητούν να κυριαρχήση το πνεύμα της αλλαγής. Εκ της 1ης σελίδος. — Οι βουλευταί της Ενώσεως Κέντρου ζητούν να κυριαρχήση το πνεύμα της αλλαγής. Εκ της 1ης σελίδος. — Οι βουλευταί της Ενώσεως Κέντρου ζητούν να κυριαρχήση το πνεύμα της αλλαγής. Εκ της 1ης σελίδος. — Οι βουλευταί της Ενώσεως Κέντρου ζητούν να κυριαρχήση το πνεύμα της αλλαγής. — [1166, 876, 1562, 973]
article-headline: ΑΞΙΟΛΟΓΟΝ ΚΑΤΑ ΤΟ 1964 ΤΟ ΕΡΓΟΝ ΤΟΥ ΑΝΑΔΑΣΜΟΥ ΕΙΣ ΤΗΝ ΠΕΡΙΟΧΗΝ ΤΟΥ ΝΟΜΟΥ ΘΕΣΣΑΛΟΝΙΚΗΣ ΜΕ ΛΙΑΝ ΕΥΝΟΪΚΑΣ ΕΠΙΠΤΩΣΕΙΣ ΕΠΙ ΤΗΣ ΟΙΚΟΝΟΜΙΑΣ — [589, 10, 852, 100]
article-headline: ΕΛΛΗΝ ΝΑΥΤΙΚΟΣ ΗΣΘΕΝΗΣΕΝ ΕΝ ΠΛΩ ΠΡΟΣ ΜΑΛΤΑΝ — [1184, 54, 1544, 90]
article — [582, 1141, 858, 1227]
article-headline: ΑΠΕΠΙΑΡΘΗΣΑΝ ΝΑ ΔΙΑΡΡΗΞΟΥΝ ΧΡΗΜΑΤΟΚΙΒΩΤΙΟΝ — [329, 554, 553, 580]
article-body: ΑΘΗΝΑΙ, 4. — Ανεκοινώθησαν οι πίνακες των δικαιούχων αδειών αγοραίων αυτοκινήτων και ταξί. ΑΘΗΝΑΙ, 4. — Ανεκοινώθησαν οι πίνακες των δικαιούχων αδειών αγοραίων αυτοκινήτων και ταξί. ΑΘΗΝΑΙ, 4. — Ανεκοινώθησαν οι πίνακες των δικαιούχων αδειών αγοραίων αυτοκινήτων και ταξί. — [6, 1387, 300, 1431]
article — [582, 1231, 858, 1386]
kicker-makedonia: ΤΟ ΑΡΘΡΟΝ ΤΗΣ «ΜΑΚΕΔΟΝΙΑΣ» — [1255, 1033, 1473, 1048]
article-body: ΕΒΡΕ, 4. — Φρικώδες τροχαίον δυστύχημα εσημειώθη εις την Γαλλίαν. ΕΒΡΕ, 4. — Φρικώδες τροχαίον δυστύχημα εσημειώθη εις την Γαλλίαν. ΕΒΡΕ, 4. — Φρικώδες τροχαίον δυστύχημα εσημειώθη εις την Γαλλίαν. — [866, 699, 1158, 726]
article-body: ΑΘΗΝΑΙ, 4. — Τα θέματα των Σωμάτων Ασφαλείας θα εξετασθούν εν συνεργασία του Πρωθυπουργού και του Υπουργού. ΑΘΗΝΑΙ, 4. — Τα θέματα των Σωμάτων Ασφαλείας θα εξετασθούν εν συνεργασία του Πρωθυπουργού και του Υπουργού. — [6, 1297, 300, 1333]
article-headline: ΕΠΛΗΞΕ ΜΕ ΜΑΧΑΙΡΑΝ ΤΗΝ ΥΠΗΡΕΤΡΙΑΝ ΙΕΡΟΔΟΥΛΟΥ — [14, 770, 292, 798]
article-headline: ΔΕΝ ΥΠΑΡΧΕΙ ΕΙΣ ΑΘΗΝΑΣ ΕΠΙΣΗΜΟΣ ΠΛΗΡΟΦΟΡΙΑ ΠΕΡΙ ΤΟΥ ΝΕΟΥ ΤΟΥΡΚΟΥ ΠΡΕΣΒΕΥΤΟΥ — [877, 10, 1148, 49]
article — [582, 597, 858, 774]
article — [1166, 150, 1562, 230]
article — [308, 836, 574, 873]
